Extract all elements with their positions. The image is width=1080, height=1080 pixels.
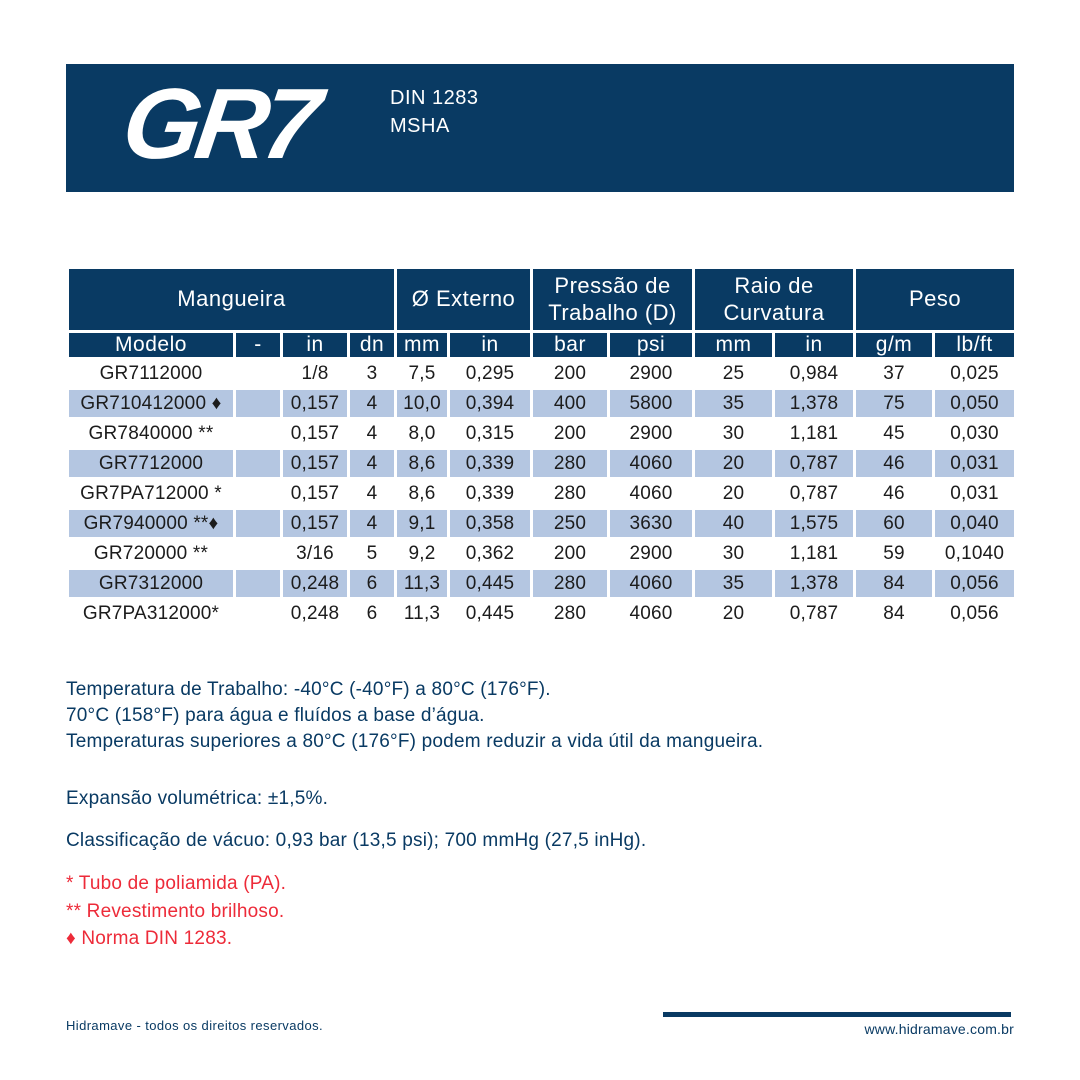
- table-cell: 280: [532, 599, 609, 629]
- brand-logo: GR7: [116, 68, 323, 180]
- table-cell: [235, 509, 282, 539]
- table-cell: 1/8: [282, 359, 349, 389]
- temperature-note-line: Temperaturas superiores a 80°C (176°F) podem reduzir a vida útil da mangueira.: [66, 731, 764, 752]
- table-cell: 84: [855, 569, 934, 599]
- table-cell: 0,248: [282, 599, 349, 629]
- table-cell: 10,0: [396, 389, 449, 419]
- table-cell: 20: [694, 449, 774, 479]
- website-url: www.hidramave.com.br: [864, 1021, 1014, 1037]
- table-cell: 0,157: [282, 419, 349, 449]
- table-cell: 0,295: [449, 359, 532, 389]
- table-row: [68, 419, 1016, 449]
- group-header-cell: Mangueira: [68, 268, 396, 332]
- table-cell: 0,030: [934, 419, 1016, 449]
- table-cell: 11,3: [396, 569, 449, 599]
- table-cell: 0,787: [774, 479, 855, 509]
- standard-msha: MSHA: [390, 115, 450, 137]
- standard-din: DIN 1283: [390, 87, 479, 109]
- table-cell: 8,6: [396, 449, 449, 479]
- table-row: [68, 569, 1016, 599]
- table-cell: 20: [694, 599, 774, 629]
- temperature-note-line: Temperatura de Trabalho: -40°C (-40°F) a 80°C (176°F).: [66, 679, 551, 700]
- table-cell: 1,575: [774, 509, 855, 539]
- table-cell: GR710412000 ♦: [68, 389, 235, 419]
- table-cell: [235, 539, 282, 569]
- table-cell: 40: [694, 509, 774, 539]
- table-cell: 1,378: [774, 389, 855, 419]
- spec-table-body: [68, 359, 1016, 629]
- column-header-cell: dn: [349, 332, 396, 359]
- table-cell: 0,157: [282, 479, 349, 509]
- table-cell: 46: [855, 449, 934, 479]
- table-cell: [235, 569, 282, 599]
- table-cell: 4060: [609, 599, 694, 629]
- table-cell: 7,5: [396, 359, 449, 389]
- table-cell: 280: [532, 449, 609, 479]
- table-cell: 60: [855, 509, 934, 539]
- legend-note-din: ♦ Norma DIN 1283.: [66, 928, 233, 949]
- group-header-cell: Raio de Curvatura: [694, 268, 855, 332]
- table-cell: 2900: [609, 419, 694, 449]
- table-cell: GR7312000: [68, 569, 235, 599]
- table-cell: [235, 419, 282, 449]
- table-cell: 35: [694, 389, 774, 419]
- table-cell: [235, 479, 282, 509]
- column-header-cell: in: [774, 332, 855, 359]
- table-cell: 0,040: [934, 509, 1016, 539]
- column-header-cell: -: [235, 332, 282, 359]
- table-cell: 0,984: [774, 359, 855, 389]
- table-cell: 200: [532, 359, 609, 389]
- table-cell: GR7840000 **: [68, 419, 235, 449]
- table-cell: 84: [855, 599, 934, 629]
- table-row: [68, 539, 1016, 569]
- column-header-cell: mm: [396, 332, 449, 359]
- table-cell: 45: [855, 419, 934, 449]
- table-cell: 0,157: [282, 509, 349, 539]
- table-cell: 0,315: [449, 419, 532, 449]
- legend-notes: [66, 870, 286, 953]
- table-cell: 1,378: [774, 569, 855, 599]
- group-header-row: [68, 268, 1016, 332]
- table-cell: 0,157: [282, 389, 349, 419]
- table-cell: 0,339: [449, 479, 532, 509]
- column-header-cell: bar: [532, 332, 609, 359]
- table-cell: 1,181: [774, 419, 855, 449]
- table-row: [68, 599, 1016, 629]
- table-cell: 400: [532, 389, 609, 419]
- group-header-cell: Pressão de Trabalho (D): [532, 268, 694, 332]
- spec-table: [66, 266, 1017, 630]
- table-cell: [235, 449, 282, 479]
- column-header-cell: psi: [609, 332, 694, 359]
- table-cell: 0,248: [282, 569, 349, 599]
- table-cell: 2900: [609, 539, 694, 569]
- table-cell: 30: [694, 539, 774, 569]
- column-header-cell: lb/ft: [934, 332, 1016, 359]
- expansion-note: Expansão volumétrica: ±1,5%.: [66, 788, 329, 809]
- table-cell: GR7112000: [68, 359, 235, 389]
- table-cell: 0,1040: [934, 539, 1016, 569]
- table-cell: 0,445: [449, 599, 532, 629]
- table-cell: 0,157: [282, 449, 349, 479]
- copyright-text: Hidramave - todos os direitos reservados.: [66, 1018, 324, 1033]
- table-cell: 59: [855, 539, 934, 569]
- table-cell: 0,031: [934, 449, 1016, 479]
- table-cell: GR7712000: [68, 449, 235, 479]
- column-header-cell: mm: [694, 332, 774, 359]
- table-cell: 0,787: [774, 599, 855, 629]
- table-cell: 2900: [609, 359, 694, 389]
- table-cell: 8,6: [396, 479, 449, 509]
- table-cell: 4060: [609, 569, 694, 599]
- vacuum-note: Classificação de vácuo: 0,93 bar (13,5 psi); 700 mmHg (27,5 inHg).: [66, 830, 647, 851]
- table-cell: 3: [349, 359, 396, 389]
- spec-table-head: [68, 268, 1016, 359]
- table-cell: 35: [694, 569, 774, 599]
- table-cell: 4060: [609, 449, 694, 479]
- table-cell: 9,2: [396, 539, 449, 569]
- table-cell: 4: [349, 389, 396, 419]
- table-cell: 8,0: [396, 419, 449, 449]
- table-row: [68, 359, 1016, 389]
- temperature-note-line: 70°C (158°F) para água e fluídos a base d’água.: [66, 705, 485, 726]
- table-cell: 0,445: [449, 569, 532, 599]
- table-cell: 0,358: [449, 509, 532, 539]
- table-row: [68, 389, 1016, 419]
- table-cell: GR7PA712000 *: [68, 479, 235, 509]
- temperature-notes: [66, 677, 763, 755]
- table-cell: 11,3: [396, 599, 449, 629]
- table-row: [68, 509, 1016, 539]
- header-banner: [66, 64, 1014, 192]
- column-header-cell: in: [449, 332, 532, 359]
- table-cell: 30: [694, 419, 774, 449]
- table-cell: [235, 389, 282, 419]
- table-cell: 0,339: [449, 449, 532, 479]
- legend-note-coating: ** Revestimento brilhoso.: [66, 900, 285, 922]
- table-cell: 5800: [609, 389, 694, 419]
- table-cell: 6: [349, 569, 396, 599]
- standards-list: [390, 84, 479, 140]
- table-cell: 25: [694, 359, 774, 389]
- table-cell: 0,787: [774, 449, 855, 479]
- table-cell: 0,362: [449, 539, 532, 569]
- table-row: [68, 449, 1016, 479]
- table-cell: GR7PA312000*: [68, 599, 235, 629]
- legend-note-polyamide: * Tubo de poliamida (PA).: [66, 873, 287, 894]
- table-cell: GR720000 **: [68, 539, 235, 569]
- table-cell: 4060: [609, 479, 694, 509]
- table-cell: 4: [349, 479, 396, 509]
- footer-divider: [663, 1012, 1011, 1017]
- table-cell: 250: [532, 509, 609, 539]
- group-header-cell: Peso: [855, 268, 1016, 332]
- table-cell: 0,050: [934, 389, 1016, 419]
- table-cell: 0,025: [934, 359, 1016, 389]
- table-cell: 6: [349, 599, 396, 629]
- table-cell: [235, 599, 282, 629]
- table-cell: 3/16: [282, 539, 349, 569]
- table-cell: 0,394: [449, 389, 532, 419]
- table-cell: 1,181: [774, 539, 855, 569]
- table-cell: 75: [855, 389, 934, 419]
- table-cell: [235, 359, 282, 389]
- group-header-cell: Ø Externo: [396, 268, 532, 332]
- table-cell: 4: [349, 509, 396, 539]
- column-header-cell: in: [282, 332, 349, 359]
- table-cell: 0,031: [934, 479, 1016, 509]
- table-cell: 0,056: [934, 599, 1016, 629]
- table-row: [68, 479, 1016, 509]
- table-cell: 5: [349, 539, 396, 569]
- table-cell: 9,1: [396, 509, 449, 539]
- table-cell: 4: [349, 449, 396, 479]
- column-header-row: [68, 332, 1016, 359]
- table-cell: 200: [532, 539, 609, 569]
- table-cell: GR7940000 **♦: [68, 509, 235, 539]
- table-cell: 0,056: [934, 569, 1016, 599]
- table-cell: 200: [532, 419, 609, 449]
- table-cell: 280: [532, 479, 609, 509]
- table-cell: 4: [349, 419, 396, 449]
- column-header-cell: Modelo: [68, 332, 235, 359]
- table-cell: 20: [694, 479, 774, 509]
- table-cell: 3630: [609, 509, 694, 539]
- table-cell: 37: [855, 359, 934, 389]
- table-cell: 280: [532, 569, 609, 599]
- column-header-cell: g/m: [855, 332, 934, 359]
- table-cell: 46: [855, 479, 934, 509]
